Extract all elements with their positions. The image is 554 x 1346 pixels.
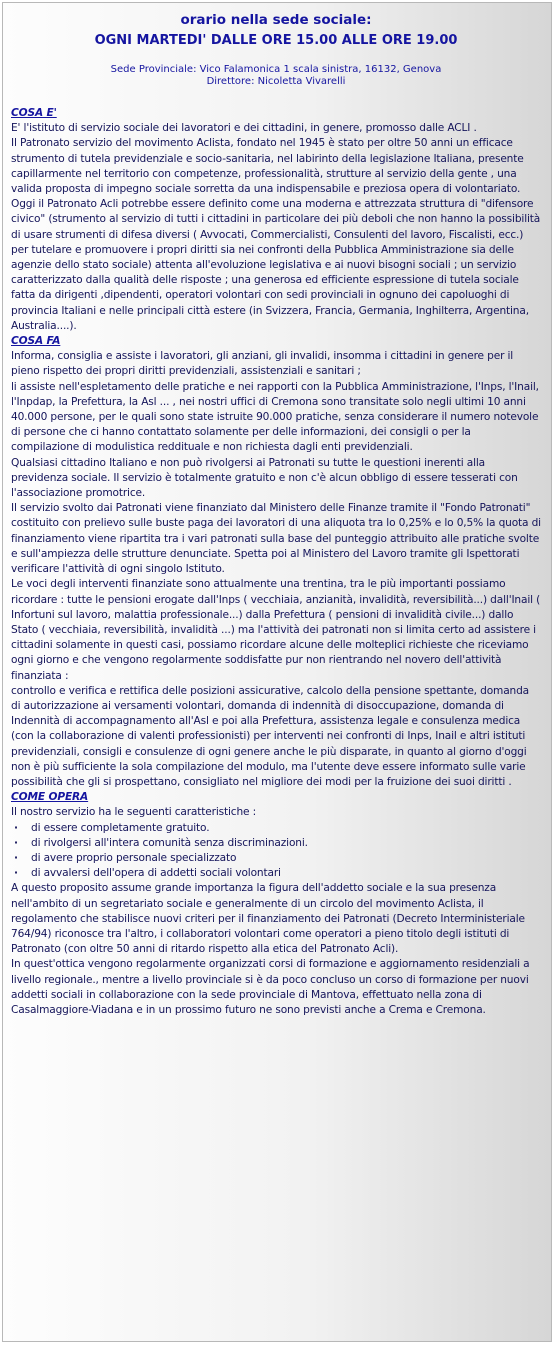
paragraph: Oggi il Patronato Acli potrebbe essere definito come una moderna e attrezzata struttura di "difensore civico" (strumento al servizio di tutti i cittadini in particolare dei più deboli che non hanno la possibilità di usare strumenti di difesa diversi ( Avvocati, Commercialisti, Consulenti del lavoro, Fiscalisti, ecc.) per tutelare e promuovere i propri diritti sia nei confronti della Pubblica Amministrazione sia delle agenzie dello stato sociale) attenta all'evoluzione legislativa e ai nuovi bisogni sociali ; un servizio caratterizzato dalla qualità delle risposte ; una generosa ed efficiente espressione di tutela sociale fatta da dirigenti ,dipendenti, operatori volontari con sedi provinciali in ognuno dei capoluoghi di provincia Italiani e nelle principali città estere (in Svizzera, Francia, Germania, Inghilterra, Argentina, Australia....). [11,198,541,332]
section-title-cosa-fa: COSA FA [11,335,61,348]
opening-hours-label: orario nella sede sociale: [180,12,372,28]
section-title-come-opera: COME OPERA [11,791,89,804]
paragraph: Il servizio svolto dai Patronati viene finanziato dal Ministero delle Finanze tramite il "Fondo Patronati" costituito con prelievo sulle buste paga dei lavoratori di una aliquota tra lo 0,25% e lo 0,5% la quota di finanziamento viene ripartita tra i vari patronati sulla base del punteggio attribuito alle pratiche svolte e sull'ampiezza delle strutture denunciate. Spetta poi al Ministero del Lavoro tramite gli Ispettorati verificare l'attività di ogni singolo Istituto. [11,502,541,576]
paragraph: controllo e verifica e rettifica delle posizioni assicurative, calcolo della pensione spettante, domanda di autorizzazione ai versamenti volontari, domanda di indennità di disoccupazione, domanda di Indennità di accompagnamento all'Asl e poi alla Prefettura, assistenza legale e consulenza medica (con la collaborazione di valenti professionisti) per interventi nei confronti di Inps, Inail e altri istituti previdenziali, consigli e consulenze di ogni genere anche le più disparate, in quanto al giorno d'oggi non è più sufficiente la sola compilazione del modulo, ma l'utente deve essere informato sulle varie possibilità che gli si prospettano, consigliato nel migliore dei modi per la fruizione dei suoi diritti . [11,684,530,788]
office-address-block [11,64,541,88]
body-text [11,106,541,1018]
list-item: · di avere proprio personale specializzato [11,851,541,866]
paragraph: Le voci degli interventi finanziate sono attualmente una trentina, tra le più importanti possiamo ricordare : tutte le pensioni erogate dall'Inps ( vecchiaia, anzianità, invalidità, reversibilità...) dall'Inail ( Infortuni sul lavoro, malattia professionale...) dalla Prefettura ( pensioni di invalidità civile...) dallo Stato ( vecchiaia, reversibilità, invalidità ...) ma l'attività dei patronati non si limita certo ad assistere i cittadini solamente in questi casi, possiamo ricordare alcune delle molteplici richieste che riceviamo ogni giorno e che vengono regolarmente soddisfatte pur non rientrando nel novero dell'attività finanziata : [11,578,541,682]
paragraph: E' l'istituto di servizio sociale dei lavoratori e dei cittadini, in genere, promosso dalle ACLI . [11,122,477,135]
paragraph: Informa, consiglia e assiste i lavoratori, gli anziani, gli invalidi, insomma i cittadini in genere per il pieno rispetto dei propri diritti previdenziali, assistenziali e sanitari ; [11,350,514,378]
paragraph: Qualsiasi cittadino Italiano e non può rivolgersi ai Patronati su tutte le questioni inerenti alla previdenza sociale. Il servizio è totalmente gratuito e non c'è alcun obbligo di essere tesserati con l'associazione promotrice. [11,456,518,500]
list-item: · di essere completamente gratuito. [11,821,541,836]
paragraph: In quest'ottica vengono regolarmente organizzati corsi di formazione e aggiornamento residenziali a livello regionale., mentre a livello provinciale si è da poco concluso un corso di formazione per nuovi addetti sociali in collaborazione con la sede provinciale di Mantova, effettuato nella zona di Casalmaggiore-Viadana e in un prossimo futuro ne sono previsti anche a Crema e Cremona. [11,958,530,1016]
list-item: · di avvalersi dell'opera di addetti sociali volontari [11,866,541,881]
features-list [11,821,541,882]
header [11,11,541,50]
opening-hours: OGNI MARTEDI' DALLE ORE 15.00 ALLE ORE 19.00 [94,33,458,48]
paragraph: A questo proposito assume grande importanza la figura dell'addetto sociale e la sua presenza nell'ambito di un segretariato sociale e generalmente di un circolo del movimento Aclista, il regolamento che stabilisce nuovi criteri per il finanziamento dei Patronati (Decreto Interministeriale 764/94) riconosce tra l'altro, i collaboratori volontari come operatori a pieno titolo degli istituti di Patronato (con oltre 50 anni di ritardo rispetto alla etica del Patronato Acli). [11,882,525,956]
office-address: Sede Provinciale: Vico Falamonica 1 scala sinistra, 16132, Genova [110,64,442,75]
list-item: · di rivolgersi all'intera comunità senza discriminazioni. [11,836,541,851]
document-page [2,2,552,1342]
paragraph: Il Patronato servizio del movimento Aclista, fondato nel 1945 è stato per oltre 50 anni un efficace strumento di tutela previdenziale e socio-sanitaria, nel labirinto della legislazione Italiana, presente capillarmente nel territorio con competenze, professionalità, strutture al servizio della gente , una valida proposta di impegno sociale sorretta da una indispensabile e preziosa opera di volontariato. [11,137,524,196]
section-title-cosa-e: COSA E' [11,107,57,119]
director-name: Direttore: Nicoletta Vivarelli [206,76,346,87]
paragraph: li assiste nell'espletamento delle pratiche e nei rapporti con la Pubblica Amministrazione, l'Inps, l'Inail, l'Inpdap, la Prefettura, la Asl ... , nei nostri uffici di Cremona sono transitate solo negli ultimi 10 anni 40.000 persone, per le quali sono state istruite 90.000 pratiche, senza considerare il numero notevole di persone che ci hanno contattato solamente per delle informazioni, dei consigli o per la compilazione di modulistica reddituale e non richiesta dagli enti previdenziali. [11,380,539,454]
paragraph: Il nostro servizio ha le seguenti caratteristiche : [11,806,257,819]
